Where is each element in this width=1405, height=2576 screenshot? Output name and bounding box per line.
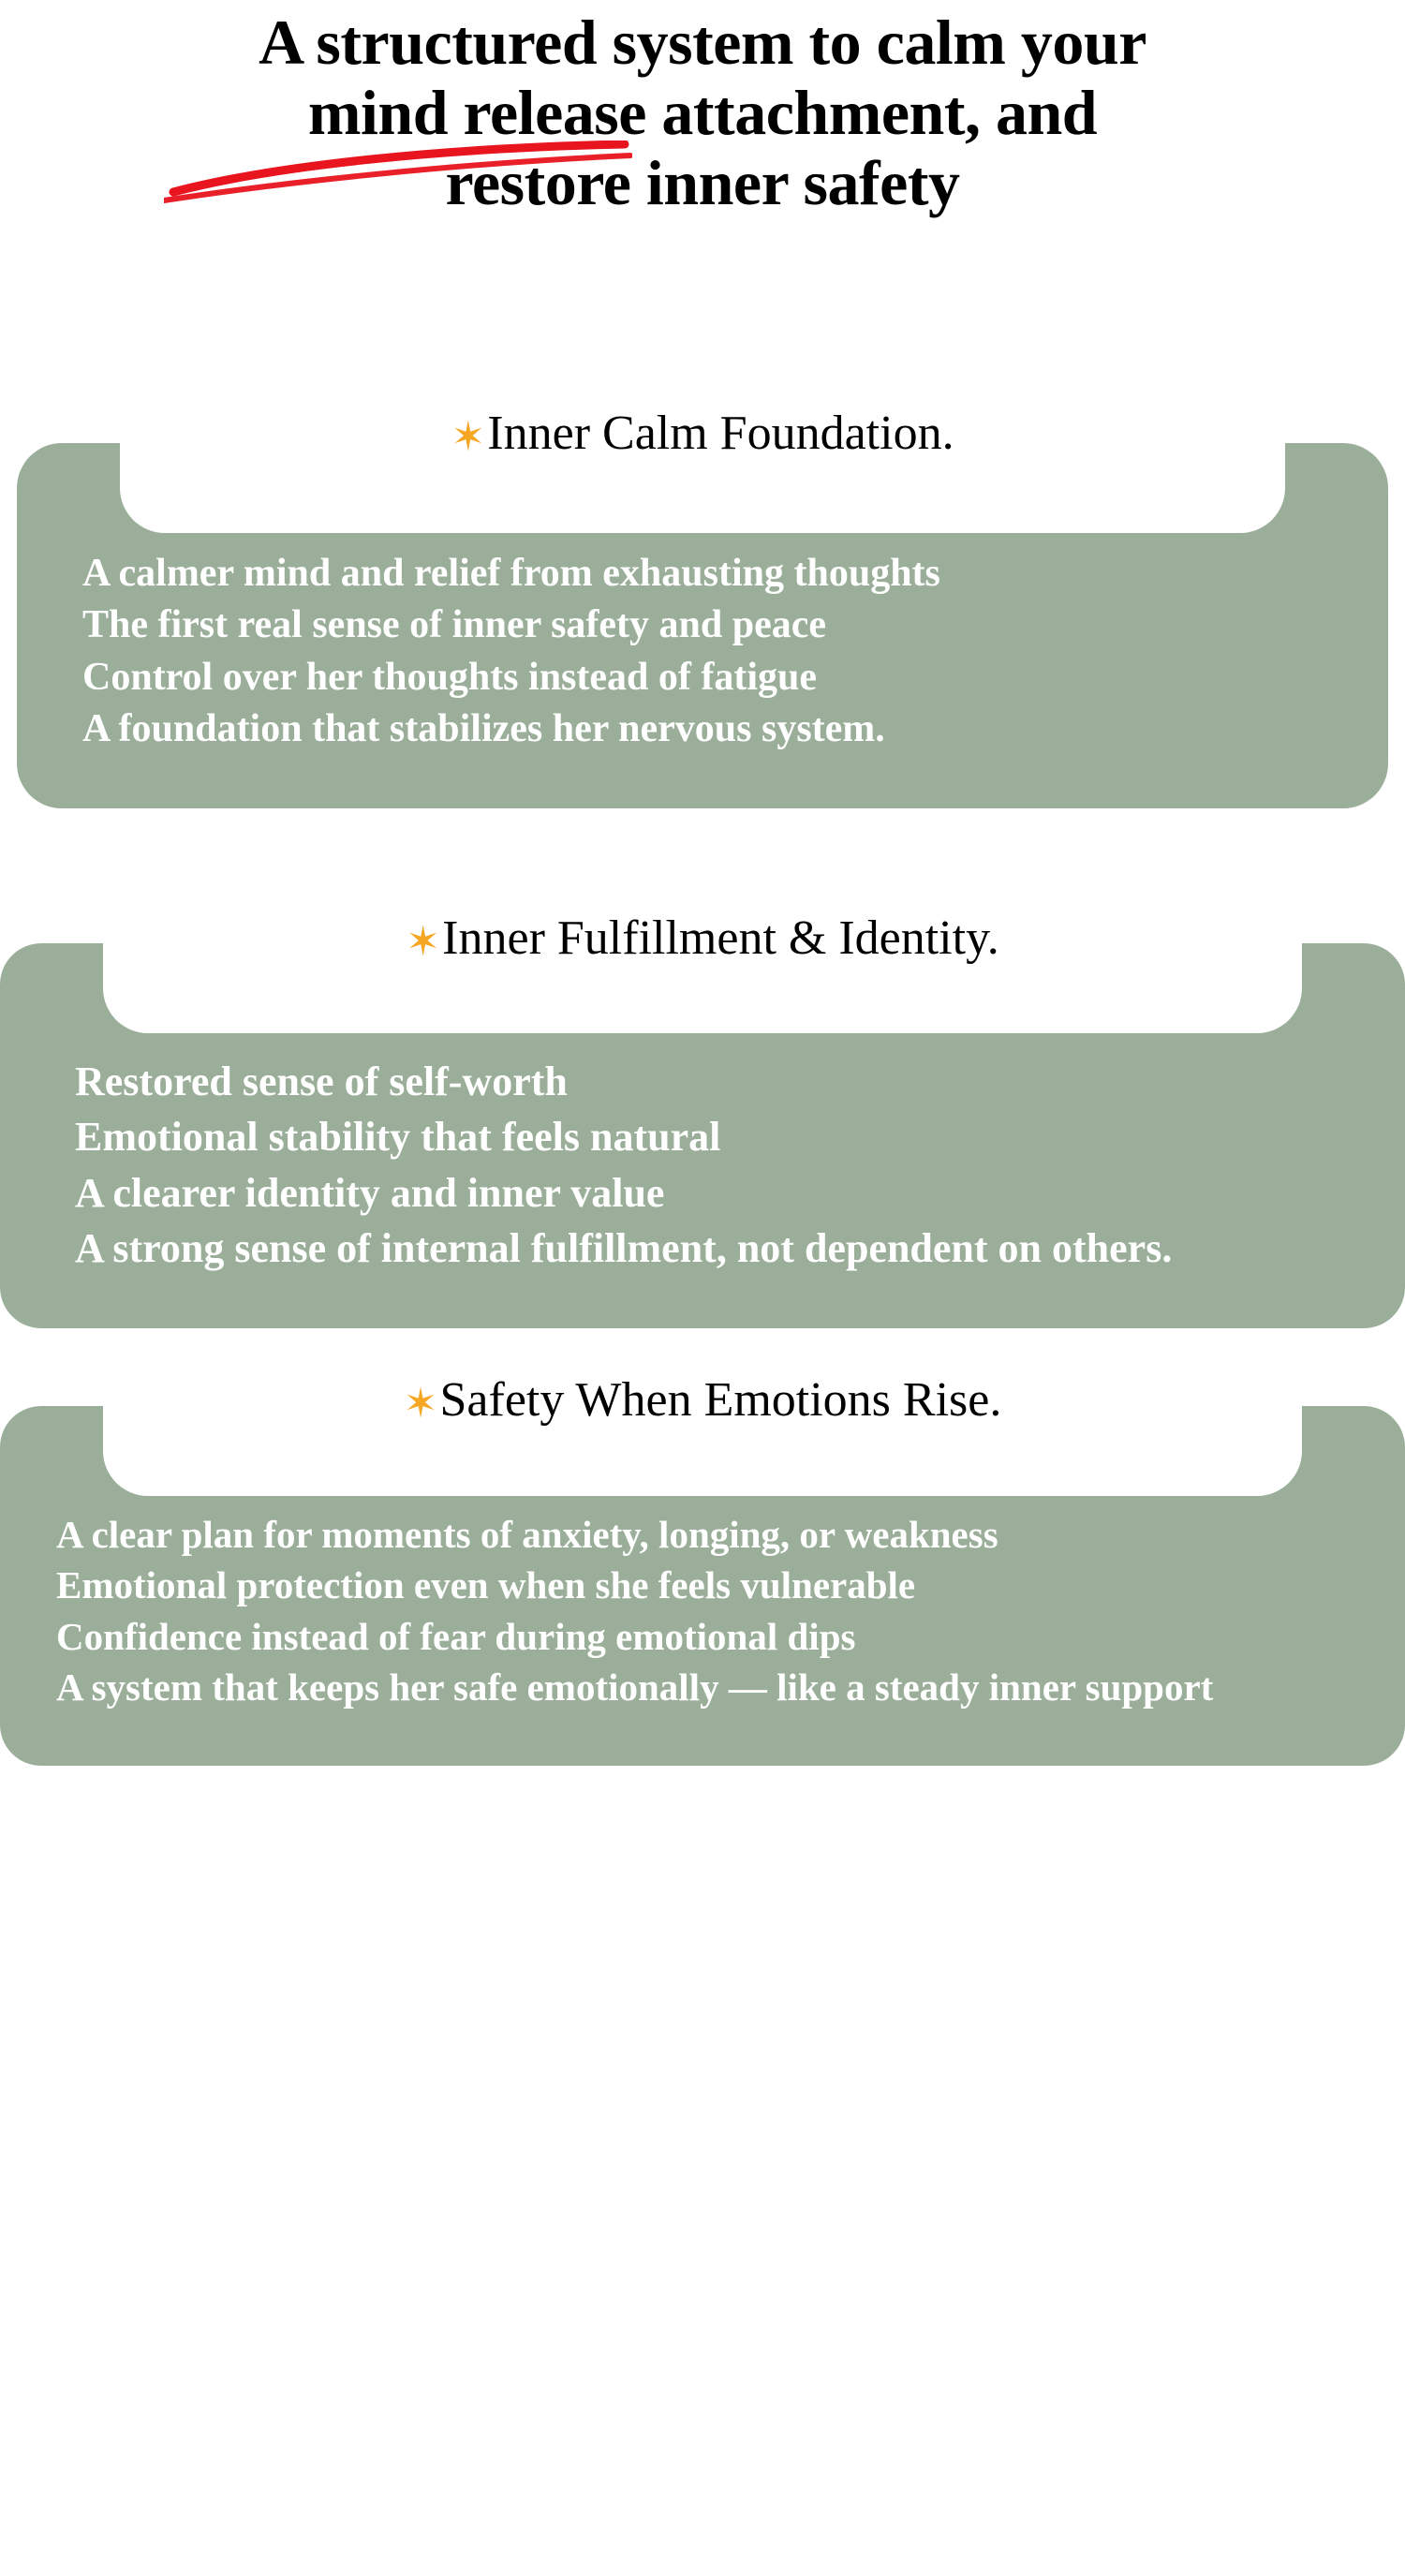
section-title-text: Safety When Emotions Rise. [439, 1373, 1002, 1428]
card-line: Emotional stability that feels natural [75, 1114, 721, 1161]
card-line: A strong sense of internal fulfillment, not dependent on others. [75, 1225, 1173, 1272]
page-title [103, 7, 1302, 217]
card-line: Control over her thoughts instead of fatigue [82, 655, 818, 699]
section-title-text: Inner Fulfillment & Identity. [442, 910, 999, 965]
card-inner-calm [17, 443, 1388, 808]
star-icon: ✶ [403, 1381, 438, 1428]
section-inner-calm-foundation [0, 405, 1405, 807]
headline-block [0, 0, 1405, 217]
card-line: Emotional protection even when she feels vulnerable [56, 1563, 916, 1607]
section-gap [0, 1328, 1405, 1371]
card-line: Confidence instead of fear during emotional dips [56, 1614, 856, 1658]
card-line: A calmer mind and relief from exhausting thoughts [82, 551, 940, 595]
star-icon: ✶ [451, 414, 486, 461]
section-inner-fulfillment-identity [0, 910, 1405, 1329]
section-title-text: Inner Calm Foundation. [487, 407, 954, 461]
headline-line-3: restore inner safety [445, 146, 960, 218]
card-line: A clearer identity and inner value [75, 1169, 665, 1216]
section-safety-when-emotions-rise [0, 1371, 1405, 1765]
card-line: A foundation that stabilizes her nervous system. [82, 707, 885, 751]
card-line: A system that keeps her safe emotionally — like a steady inner support [56, 1666, 1214, 1710]
headline-line-2: mind release attachment, and [307, 76, 1098, 148]
star-icon: ✶ [406, 918, 441, 965]
section-title-safety [0, 1371, 1405, 1429]
section-title-inner-calm [0, 405, 1405, 463]
card-line: Restored sense of self-worth [75, 1058, 568, 1104]
section-title-inner-fulfillment [0, 910, 1405, 968]
card-safety [0, 1406, 1405, 1766]
headline-line-1: A structured system to calm your [259, 7, 1146, 78]
card-inner-fulfillment [0, 943, 1405, 1329]
section-gap [0, 808, 1405, 910]
card-line: A clear plan for moments of anxiety, longing, or weakness [56, 1512, 998, 1556]
sections-list [0, 405, 1405, 1766]
card-line: The first real sense of inner safety and peace [82, 603, 827, 647]
